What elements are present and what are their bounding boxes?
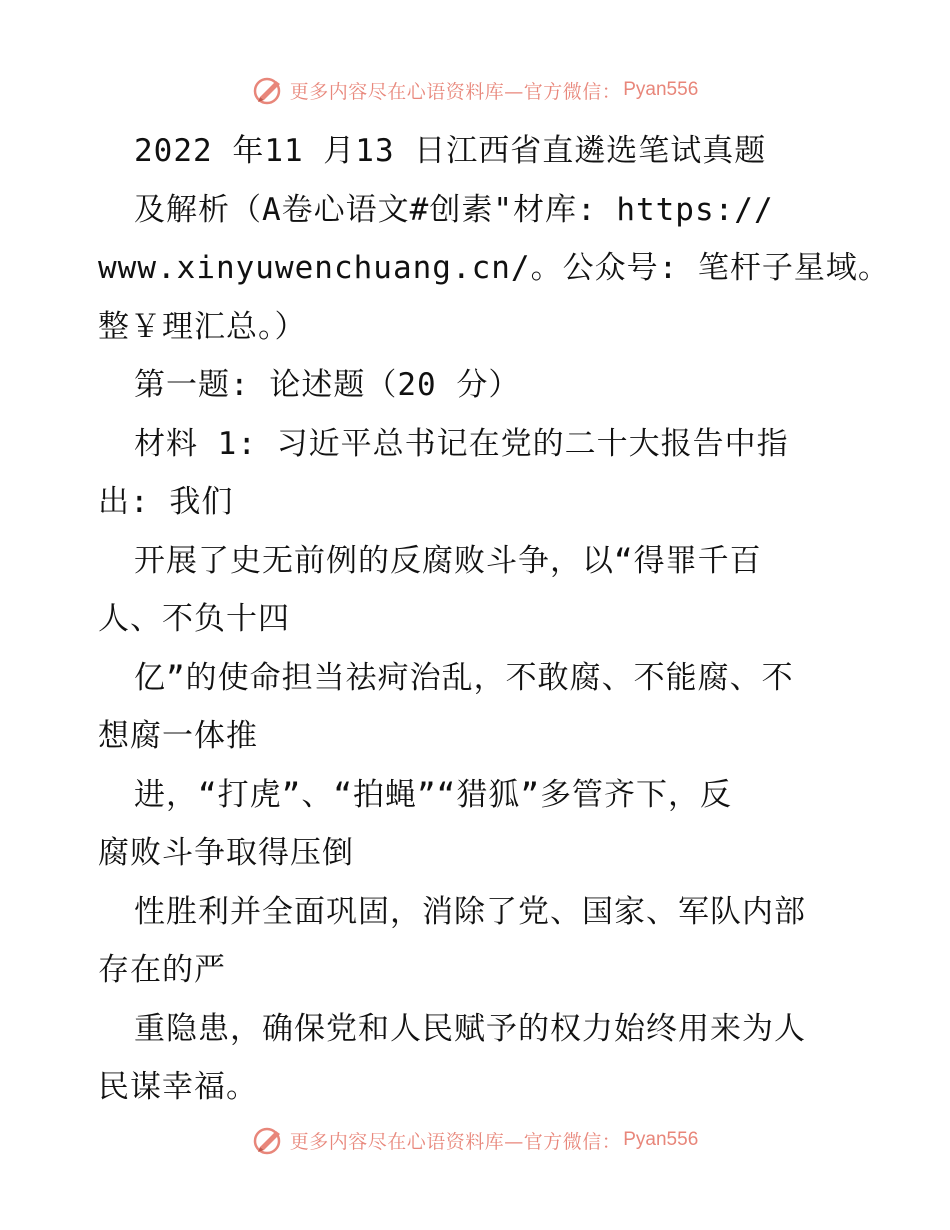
watermark-wechat-id: Pyan556 xyxy=(623,79,699,100)
title-line-4: 整￥理汇总。） xyxy=(98,308,307,345)
paragraph-line: 性胜利并全面巩固，消除了党、国家、军队内部 xyxy=(134,893,806,930)
pen-logo-icon xyxy=(252,75,286,105)
question-heading: 第一题: 论述题（20 分） xyxy=(134,367,521,403)
header-watermark xyxy=(0,72,950,108)
title-line-3: www.xinyuwenchuang.cn/。公众号: 笔杆子星域。 xyxy=(98,250,890,286)
watermark-text: 更多内容尽在心语资料库—官方微信： xyxy=(289,1130,622,1153)
paragraph-line: 材料 1: 习近平总书记在党的二十大报告中指 xyxy=(134,425,789,462)
paragraph-line: 进，“打虎”、“拍蝇”“猎狐”多管齐下，反 xyxy=(134,776,732,813)
title-line-1: 2022 年11 月13 日江西省直遴选笔试真题 xyxy=(134,133,767,169)
title-line-2: 及解析（A卷心语文#创素"材库: https:// xyxy=(134,191,774,228)
paragraph-line: 出: 我们 xyxy=(98,484,234,520)
watermark-text: 更多内容尽在心语资料库—官方微信： xyxy=(289,80,622,103)
document-body xyxy=(98,122,890,1117)
paragraph-line: 存在的严 xyxy=(98,952,226,988)
paragraph-line: 开展了史无前例的反腐败斗争，以“得罪千百 xyxy=(134,542,762,579)
paragraph-line: 民谋幸福。 xyxy=(98,1069,258,1105)
paragraph-line: 亿”的使命担当祛疴治乱，不敢腐、不能腐、不 xyxy=(134,659,794,696)
paragraph-line: 腐败斗争取得压倒 xyxy=(98,835,354,871)
watermark-wechat-id: Pyan556 xyxy=(623,1129,699,1150)
paragraph-line: 想腐一体推 xyxy=(98,718,258,754)
paragraph-line: 重隐患，确保党和人民赋予的权力始终用来为人 xyxy=(134,1010,806,1047)
paragraph-line: 人、不负十四 xyxy=(98,601,290,637)
pen-logo-icon xyxy=(252,1125,286,1155)
footer-watermark xyxy=(0,1122,950,1158)
